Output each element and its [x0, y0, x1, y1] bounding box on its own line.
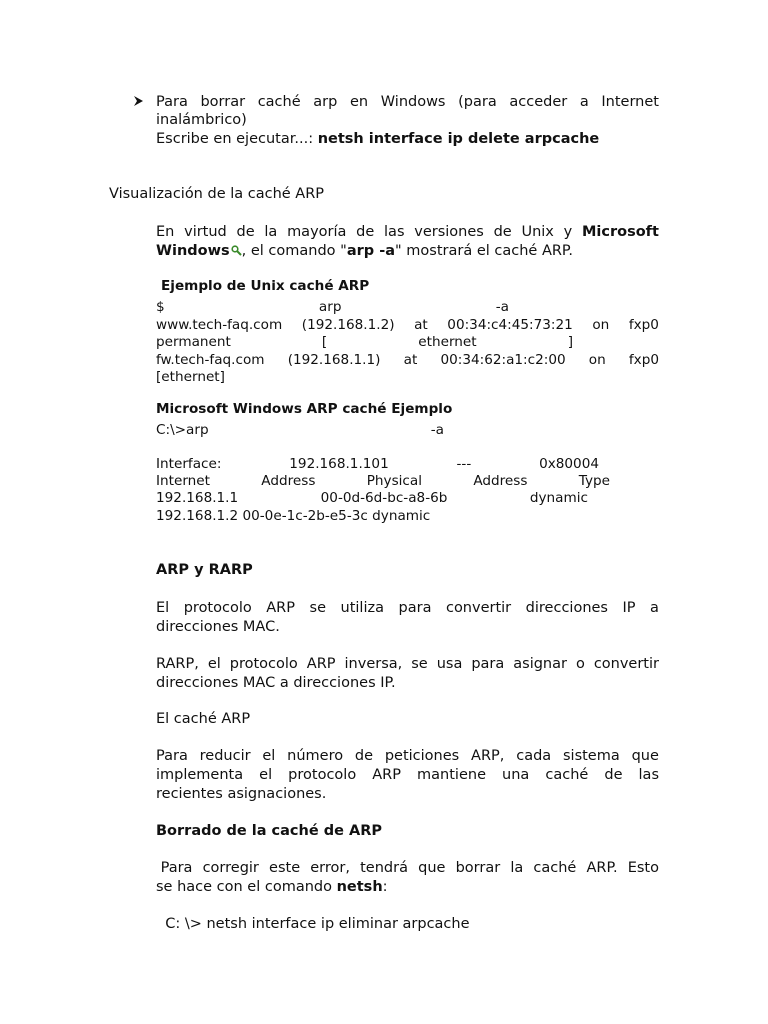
arp-rarp-p4-line-1: [156, 747, 659, 766]
word: 192.168.1.101: [289, 456, 389, 472]
word: caché: [533, 860, 577, 876]
borrado-heading: Borrado de la caché de ARP: [156, 823, 383, 839]
word: Para: [156, 748, 188, 764]
word: para: [398, 600, 432, 616]
word: a: [650, 600, 659, 616]
word: se: [411, 656, 428, 672]
arp-rarp-p2-line-2: direcciones MAC a direcciones IP.: [156, 675, 396, 691]
word: 00-0d-6d-bc-a8-6b: [320, 490, 448, 506]
word: convertir: [445, 600, 512, 616]
word: las: [638, 767, 659, 783]
word: las: [384, 224, 405, 240]
word: ---: [456, 456, 472, 472]
command-line: C: \> netsh interface ip eliminar arpcache: [156, 916, 470, 932]
word: Address: [473, 473, 528, 489]
windows-row-5: 192.168.1.2 00-0e-1c-2b-e5-3c dynamic: [156, 508, 431, 524]
word: y: [563, 224, 573, 240]
word: implementa: [156, 767, 244, 783]
word: protocolo: [288, 767, 357, 783]
arp-rarp-p4-line-2: [156, 766, 659, 785]
word: -a: [495, 299, 509, 315]
unix-row-3: [156, 334, 573, 352]
bullet-line-3: Escribe en ejecutar...: netsh interface ip delete arpcache: [156, 131, 600, 147]
word: 192.168.1.1: [156, 490, 239, 506]
word: acceder: [509, 94, 568, 110]
word: que: [418, 860, 446, 876]
word: el: [207, 656, 221, 672]
word: fxp0: [628, 317, 659, 333]
word: permanent: [156, 334, 231, 350]
word: 00:34:62:a1:c2:00: [440, 352, 566, 368]
word: en: [350, 94, 369, 110]
word: fw.tech-faq.com: [156, 352, 265, 368]
arp-rarp-p2-line-1: [156, 655, 659, 674]
unix-row-2: [156, 317, 659, 335]
word: Type: [578, 473, 610, 489]
word: la: [264, 224, 278, 240]
word: fxp0: [628, 352, 659, 368]
word: at: [414, 317, 428, 333]
word: at: [403, 352, 418, 368]
section-title: Visualización de la caché ARP: [109, 186, 325, 202]
word: ARP: [372, 767, 401, 783]
word: Windows: [380, 94, 446, 110]
word: sistema: [562, 748, 620, 764]
word: caché: [545, 767, 589, 783]
word: Interface:: [156, 456, 222, 472]
word: borrar: [200, 94, 246, 110]
word: utiliza: [340, 600, 384, 616]
borrado-p1-line-1: [156, 859, 659, 878]
bullet-line-1: [156, 93, 659, 112]
word: de: [604, 767, 623, 783]
word: 00:34:c4:45:73:21: [447, 317, 573, 333]
word: de: [236, 224, 255, 240]
word: que: [631, 748, 659, 764]
word: protocolo: [229, 656, 298, 672]
arrowhead-bullet-icon: [133, 95, 144, 111]
borrado-p1-line-2: se hace con el comando netsh:: [156, 879, 388, 895]
magnifier-link-icon[interactable]: [231, 243, 242, 254]
word: una: [502, 767, 530, 783]
word: ARP,: [471, 748, 505, 764]
word: Esto: [627, 860, 659, 876]
word: ARP: [266, 600, 296, 616]
windows-row-4: [156, 490, 588, 508]
word: cada: [516, 748, 552, 764]
word: se: [309, 600, 327, 616]
word: (192.168.1.2): [301, 317, 395, 333]
word: asignar: [513, 656, 567, 672]
word: número: [287, 748, 344, 764]
word: inversa,: [344, 656, 403, 672]
word: Para: [156, 94, 188, 110]
word: Physical: [366, 473, 423, 489]
word: convertir: [593, 656, 659, 672]
word: de: [356, 224, 375, 240]
windows-example-heading: Microsoft Windows ARP caché Ejemplo: [156, 401, 453, 417]
word: protocolo: [183, 600, 252, 616]
arp-rarp-p4-line-3: recientes asignaciones.: [156, 786, 327, 802]
word: el: [259, 767, 273, 783]
word: peticiones: [384, 748, 460, 764]
word: on: [592, 317, 610, 333]
word: o: [575, 656, 585, 672]
arp-rarp-p1-line-2: direcciones MAC.: [156, 619, 280, 635]
word: para: [471, 656, 505, 672]
word: $: [156, 299, 165, 315]
word: RARP,: [156, 656, 199, 672]
word: de: [354, 748, 374, 764]
bullet-line-2: inalámbrico): [156, 112, 247, 128]
word: -a: [430, 422, 444, 438]
windows-row-2: [156, 456, 599, 474]
windows-row-3: [156, 473, 610, 491]
word: el: [262, 748, 276, 764]
netsh-delete-command: netsh interface ip delete arpcache: [317, 131, 600, 147]
windows-row-1: [156, 422, 444, 440]
word: de: [493, 224, 512, 240]
word: Internet: [601, 94, 659, 110]
unix-example-heading: Ejemplo de Unix caché ARP: [161, 278, 370, 294]
word: virtud: [184, 224, 227, 240]
word: El: [156, 600, 170, 616]
word: borrar: [455, 860, 501, 876]
word: usa: [436, 656, 463, 672]
word: Para: [156, 860, 193, 876]
word: mantiene: [417, 767, 486, 783]
word: corregir: [202, 860, 259, 876]
word: a: [579, 94, 589, 110]
word: ARP.: [586, 860, 618, 876]
unix-row-1: [156, 299, 509, 317]
word: (para: [458, 94, 497, 110]
unix-row-4: [156, 352, 659, 370]
word: direcciones: [525, 600, 608, 616]
word: reducir: [199, 748, 251, 764]
word: la: [510, 860, 524, 876]
word: Address: [261, 473, 316, 489]
word: IP: [622, 600, 636, 616]
word: este: [269, 860, 301, 876]
word: ARP: [306, 656, 336, 672]
word: Unix: [521, 224, 554, 240]
word: C:\>arp: [156, 422, 209, 438]
netsh-command: netsh: [336, 879, 383, 895]
word: 0x80004: [539, 456, 599, 472]
unix-row-5: [ethernet]: [156, 369, 225, 385]
word: caché: [257, 94, 301, 110]
word: Internet: [156, 473, 210, 489]
word: mayoría: [287, 224, 347, 240]
intro-line-2: Windows , el comando "arp -a" mostrará el caché ARP.: [156, 243, 574, 259]
word: tendrá: [360, 860, 408, 876]
word: ]: [567, 334, 573, 350]
word: versiones: [414, 224, 484, 240]
arp-rarp-heading: ARP y RARP: [156, 562, 253, 578]
word: arp: [313, 94, 338, 110]
word: www.tech-faq.com: [156, 317, 283, 333]
word: on: [588, 352, 606, 368]
word: arp: [318, 299, 342, 315]
word: En: [156, 224, 175, 240]
word: [: [321, 334, 328, 350]
word: ethernet: [418, 334, 477, 350]
word: dynamic: [529, 490, 588, 506]
word: (192.168.1.1): [287, 352, 381, 368]
word: error,: [310, 860, 350, 876]
intro-line-1: En virtud de la mayoría de las versiones de Unix y Microsoft: [156, 224, 659, 240]
arp-rarp-p1-line-1: [156, 599, 659, 618]
cache-arp-label: El caché ARP: [156, 711, 251, 727]
